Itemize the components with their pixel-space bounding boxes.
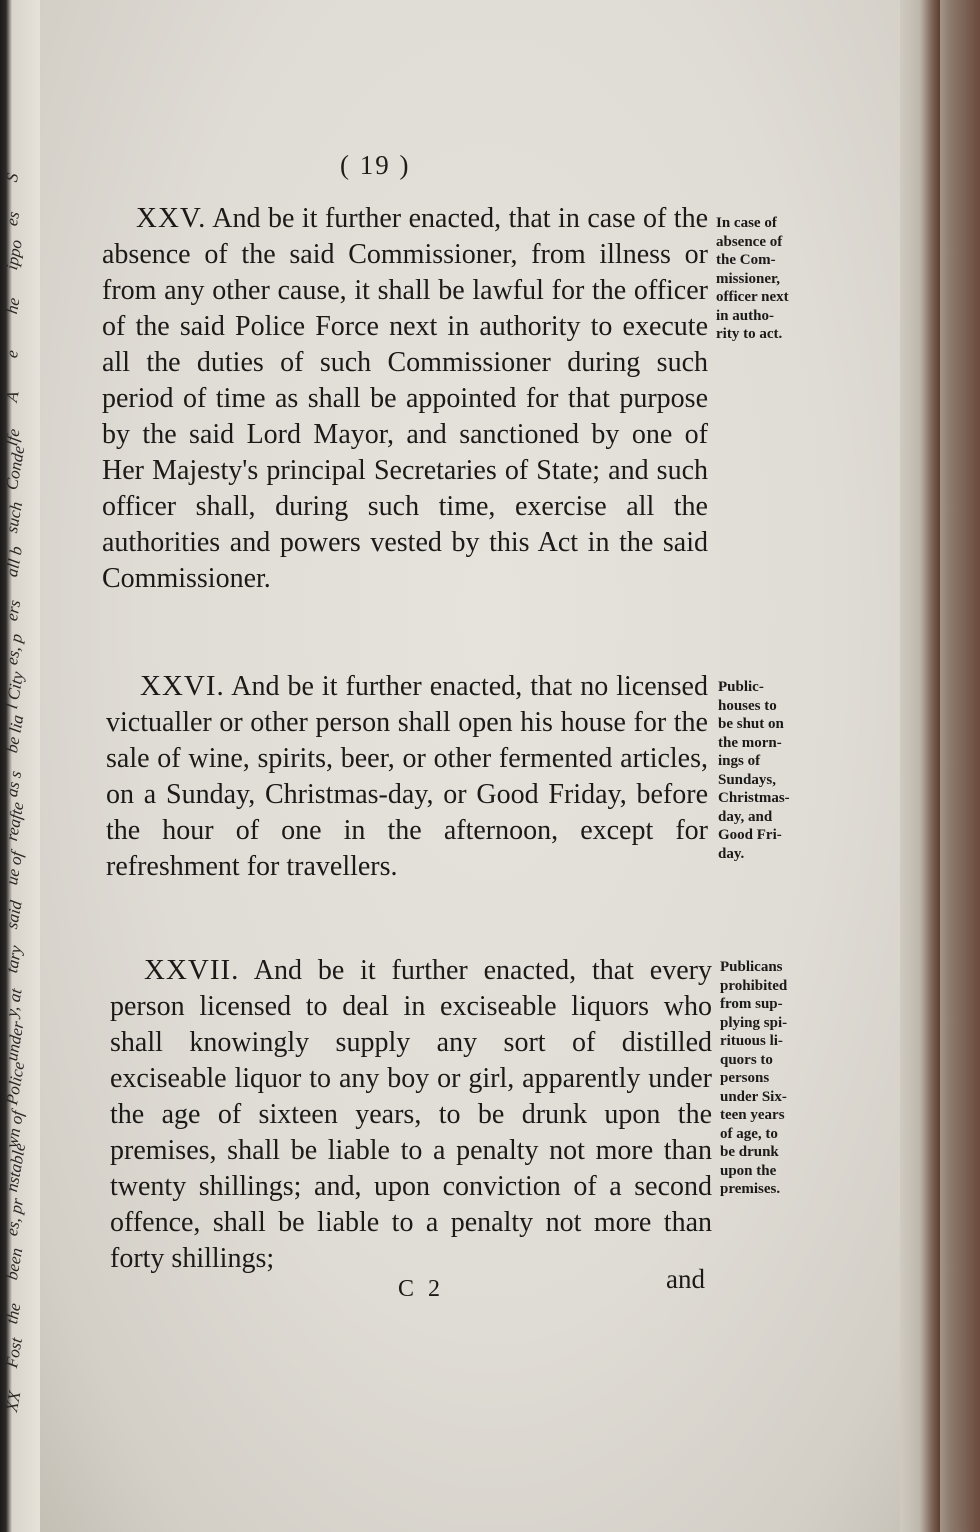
- facing-page-fragment: es, pr: [2, 1197, 28, 1238]
- section-text: And be it further enacted, that every person licensed to deal in exciseable liquors who shall knowingly supply any sort of distilled exciseable liquor to any boy or girl, apparently under the age of sixteen years, to be drunk upon the premises, shall be liable to a penalty not more than twenty shillings; and, upon conviction of a second offence, shall be liable to a penalty not more than forty shillings;: [110, 955, 712, 1274]
- facing-page-fragment: lfe: [2, 426, 24, 447]
- facing-page-fragment: Conde: [2, 443, 29, 491]
- page-number: ( 19 ): [340, 150, 411, 180]
- margin-note-xxv: In case of absence of the Com- missioner, officer next in autho- rity to act.: [716, 215, 789, 342]
- section-xxvi: [106, 668, 708, 885]
- facing-page-fragment: l City: [2, 670, 28, 711]
- facing-page-fragment: as s: [2, 769, 26, 799]
- facing-page-fragment: XX: [2, 1389, 25, 1414]
- facing-page-fragment: Police: [2, 1059, 29, 1106]
- facing-page-fragment: y, at: [2, 986, 26, 1018]
- facing-page-fragment: ippo: [2, 238, 26, 272]
- facing-page-fragment: he: [2, 295, 24, 316]
- facing-page-fragment: es, p: [2, 632, 27, 667]
- section-text: And be it further enacted, that no licensed victualler or other person shall open his house for the sale of wine, spirits, beer, or other fermented articles, on a Sunday, Christmas-day, or Good Friday, before the hour of one in the afternoon, except for refreshment for travellers.: [106, 671, 708, 882]
- book-page: [40, 0, 940, 1532]
- facing-page-fragment: been: [2, 1246, 27, 1282]
- section-xxv: [102, 200, 708, 597]
- margin-note-xxvi: Public- houses to be shut on the morn- ings of Sundays, Christmas- day, and Good Fri- day.: [718, 679, 790, 862]
- facing-page-fragment: tary: [2, 943, 26, 975]
- signature-mark: C 2: [398, 1276, 445, 1302]
- section-number: XXVII.: [144, 954, 240, 986]
- section-number: XXV.: [136, 202, 207, 234]
- facing-page-fragment: nstable: [2, 1141, 30, 1194]
- facing-page-strip: [0, 0, 40, 1532]
- catchword: and: [666, 1264, 705, 1294]
- facing-page-fragment: S: [2, 171, 23, 184]
- facing-page-fragment: A: [2, 389, 23, 403]
- facing-page-fragment: es: [2, 209, 24, 228]
- facing-page-fragment: ue of: [2, 849, 27, 887]
- facing-page-fragment: ers: [2, 598, 25, 623]
- facing-page-fragment: under: [2, 1019, 28, 1062]
- page-edge: [900, 0, 940, 1532]
- facing-page-fragment: be lia: [2, 713, 28, 755]
- section-xxvii: [110, 952, 712, 1277]
- facing-page-fragment: reafte: [2, 800, 28, 843]
- margin-note-xxvii: Publicans prohibited from sup- plying spi- rituous li- quors to persons under Six- teen years of age, to be drunk upon the premises.: [720, 959, 788, 1197]
- facing-page-fragment: the: [2, 1301, 25, 1326]
- facing-page-fragment: e: [2, 348, 23, 360]
- section-number: XXVI.: [140, 670, 225, 702]
- facing-page-fragment: said: [2, 898, 26, 931]
- facing-page-fragment: such: [2, 500, 27, 535]
- facing-page-fragment: Fost: [2, 1336, 26, 1370]
- facing-page-fragment: all b: [2, 545, 27, 579]
- facing-page-fragment: wn of: [2, 1109, 28, 1150]
- section-text: And be it further enacted, that in case of the absence of the said Commissioner, from illness or from any other cause, it shall be lawful for the officer of the said Police Force next in authority to execute all the duties of such Commissioner during such period of time as shall be appointed for that purpose by the said Lord Mayor, and sanctioned by one of Her Majesty's principal Secretaries of State; and such officer shall, during such time, exercise all the authorities and powers vested by this Act in the said Commissioner.: [102, 203, 708, 594]
